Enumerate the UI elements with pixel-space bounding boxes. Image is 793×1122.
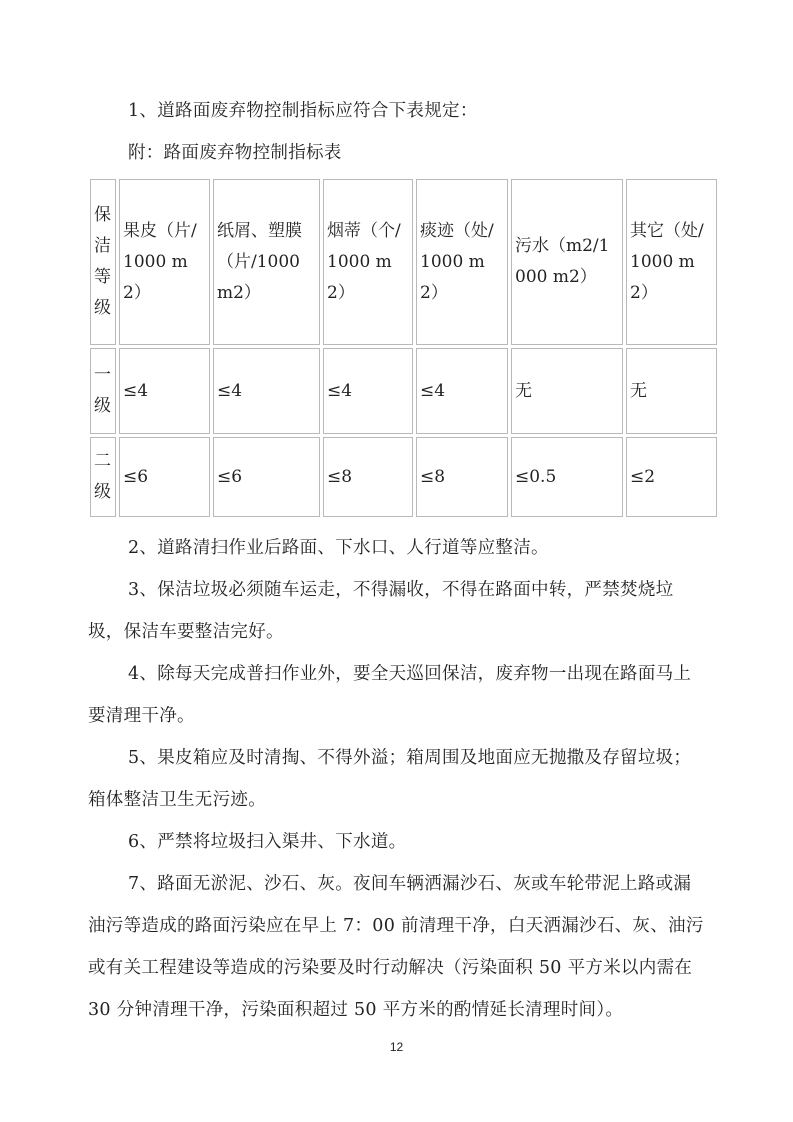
item-7-text: 7、路面无淤泥、沙石、灰。夜间车辆洒漏沙石、灰或车轮带泥上路或漏油污等造成的路面污染应在早上 7：00 前清理干净，白天洒漏沙石、灰、油污或有关工程建设等造成的污染要及时行动解决（污染面积 50 平方米以内需在 30 分钟清理干净，污染面积超过 50 平方米的酌情延长清理时间）。 bbox=[88, 874, 704, 1020]
table-row-level-1 bbox=[90, 348, 717, 434]
header-paper-plastic: 纸屑、塑膜（片/1000 m2） bbox=[213, 179, 320, 345]
item-5-text: 5、果皮箱应及时清掏、不得外溢；箱周围及地面应无抛撒及存留垃圾；箱体整洁卫生无污迹。 bbox=[88, 748, 692, 810]
waste-control-table bbox=[87, 176, 720, 520]
header-cigarette-butts: 烟蒂（个/1000 m2） bbox=[323, 179, 413, 345]
item-2-text: 2、道路清扫作业后路面、下水口、人行道等应整洁。 bbox=[128, 538, 549, 558]
table-cell: ≤2 bbox=[626, 437, 717, 517]
page-number: 12 bbox=[389, 1040, 404, 1054]
table-cell: ≤4 bbox=[119, 348, 210, 434]
header-sewage: 污水（m2/1000 m2） bbox=[511, 179, 623, 345]
table-header-row bbox=[90, 179, 717, 345]
item-1-text: 1、道路面废弃物控制指标应符合下表规定： bbox=[128, 101, 478, 121]
table-cell: ≤8 bbox=[416, 437, 508, 517]
table-cell: 二级 bbox=[90, 437, 116, 517]
header-spit-marks: 痰迹（处/1000 m2） bbox=[416, 179, 508, 345]
table-cell: ≤8 bbox=[323, 437, 413, 517]
table-cell: ≤0.5 bbox=[511, 437, 623, 517]
table-row-level-2 bbox=[90, 437, 717, 517]
table-cell: ≤4 bbox=[416, 348, 508, 434]
table-cell: ≤4 bbox=[213, 348, 320, 434]
header-other: 其它（处/1000 m2） bbox=[626, 179, 717, 345]
table-cell: ≤6 bbox=[213, 437, 320, 517]
table-cell: 无 bbox=[626, 348, 717, 434]
table-cell: 无 bbox=[511, 348, 623, 434]
table-cell: ≤4 bbox=[323, 348, 413, 434]
table-cell: 一级 bbox=[90, 348, 116, 434]
table-caption: 附：路面废弃物控制指标表 bbox=[128, 143, 342, 163]
header-cleaning-level: 保洁等级 bbox=[90, 179, 116, 345]
header-fruit-peel: 果皮（片/1000 m2） bbox=[119, 179, 210, 345]
item-3-text: 3、保洁垃圾必须随车运走，不得漏收，不得在路面中转，严禁焚烧垃圾，保洁车要整洁完好。 bbox=[88, 580, 674, 642]
item-6-text: 6、严禁将垃圾扫入渠井、下水道。 bbox=[128, 832, 407, 852]
table-cell: ≤6 bbox=[119, 437, 210, 517]
item-4-text: 4、除每天完成普扫作业外，要全天巡回保洁，废弃物一出现在路面马上要清理干净。 bbox=[88, 664, 692, 726]
